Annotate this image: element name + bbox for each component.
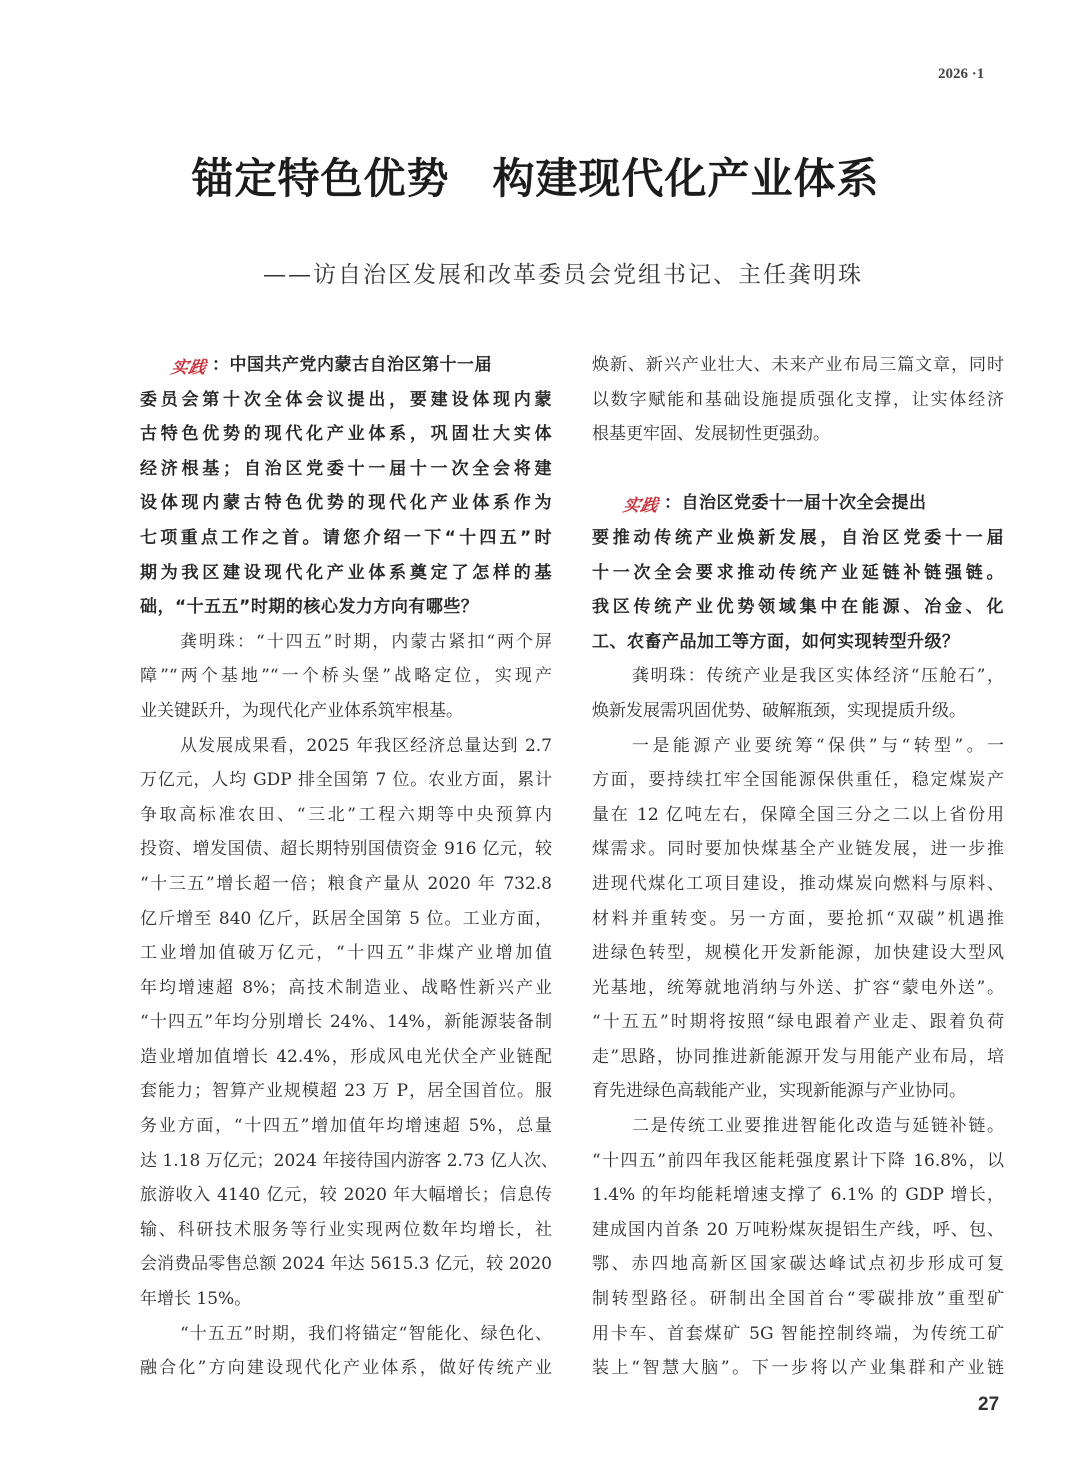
answer-line: 年增长 15%。	[140, 1289, 252, 1310]
issue-number: 2026 ·1	[938, 66, 985, 82]
answer-line: “十三五”增长超一倍；粮食产量从 2020 年 732.8	[140, 873, 552, 894]
answer-line: 亿斤增至 840 亿斤，跃居全国第 5 位。工业方面，	[140, 908, 552, 929]
answer-line: “十五五”时期，我们将锚定“智能化、绿色化、	[180, 1323, 552, 1344]
answer-line: 量在 12 亿吨左右，保障全国三分之二以上省份用	[592, 804, 1004, 825]
question-line: 础，“十五五”时期的核心发力方向有哪些？	[140, 597, 479, 618]
question-line: 设体现内蒙古特色优势的现代化产业体系作为	[140, 493, 552, 514]
answer-line: 输、科研技术服务等行业实现两位数年均增长，社	[140, 1219, 552, 1240]
question-line: 期为我区建设现代化产业体系奠定了怎样的基	[140, 562, 552, 583]
answer-line: 投资、增发国债、超长期特别国债资金 916 亿元，较	[140, 839, 552, 860]
question-line: 我区传统产业优势领域集中在能源、冶金、化	[592, 597, 1004, 618]
answer-line: “十四五”前四年我区能耗强度累计下降 16.8%，以	[592, 1150, 1004, 1171]
answer-line: 万亿元，人均 GDP 排全国第 7 位。农业方面，累计	[140, 770, 552, 791]
answer-line: 焕新发展需巩固优势、破解瓶颈，实现提质升级。	[592, 700, 966, 721]
answer-line: 以数字赋能和基础设施提质强化支撑，让实体经济	[592, 389, 1004, 410]
question-text: ：自治区党委十一届十次全会提出	[664, 493, 927, 514]
left-column	[140, 348, 558, 1386]
answer-line: 业关键跃升，为现代化产业体系筑牢根基。	[140, 700, 463, 721]
question-line: 七项重点工作之首。请您介绍一下“十四五”时	[140, 527, 552, 548]
question-line: 工、农畜产品加工等方面，如何实现转型升级？	[592, 631, 960, 652]
answer-line: 龚明珠：“十四五”时期，内蒙古紧扣“两个屏	[180, 631, 552, 652]
answer-line: 年均增速超 8%；高技术制造业、战略性新兴产业	[140, 977, 552, 998]
answer-line: 用卡车、首套煤矿 5G 智能控制终端，为传统工矿	[592, 1323, 1004, 1344]
svg-text:实践: 实践	[169, 358, 208, 378]
answer-line: 进现代煤化工项目建设，推动煤炭向燃料与原料、	[592, 873, 1004, 894]
answer-line: 光基地，统筹就地消纳与外送、扩容“蒙电外送”。	[592, 977, 1004, 998]
shijian-logo-icon	[169, 352, 210, 378]
answer-line: 装上“智慧大脑”。下一步将以产业集群和产业链	[592, 1358, 1004, 1379]
question-line: 要推动传统产业焕新发展，自治区党委十一届	[592, 527, 1004, 548]
article-subtitle: ——访自治区发展和改革委员会党组书记、主任龚明珠	[263, 262, 863, 288]
answer-line: 会消费品零售总额 2024 年达 5615.3 亿元，较 2020	[140, 1254, 552, 1275]
page-number: 27	[978, 1394, 1000, 1415]
answer-line: 鄂、赤四地高新区国家碳达峰试点初步形成可复	[592, 1254, 1004, 1275]
answer-line: “十五五”时期将按照“绿电跟着产业走、跟着负荷	[592, 1012, 1004, 1033]
question-line: 古特色优势的现代化产业体系，巩固壮大实体	[140, 424, 552, 445]
answer-line: 争取高标准农田、“三北”工程六期等中央预算内	[140, 804, 552, 825]
answer-line: 达 1.18 万亿元；2024 年接待国内游客 2.73 亿人次、	[140, 1150, 558, 1171]
answer-line: 旅游收入 4140 亿元，较 2020 年大幅增长；信息传	[140, 1185, 552, 1206]
answer-line: 二是传统工业要推进智能化改造与延链补链。	[632, 1116, 1004, 1137]
answer-line: 一是能源产业要统筹“保供”与“转型”。一	[632, 735, 1004, 756]
question-line	[140, 348, 552, 383]
question-line: 委员会第十次全体会议提出，要建设体现内蒙	[140, 389, 552, 410]
answer-line: 障”“两个基地”“一个桥头堡”战略定位，实现产	[140, 666, 552, 687]
question-line: 经济根基；自治区党委十一届十一次全会将建	[140, 458, 552, 479]
answer-line: 套能力；智算产业规模超 23 万 P，居全国首位。服	[140, 1081, 552, 1102]
answer-line: 进绿色转型，规模化开发新能源，加快建设大型风	[592, 943, 1004, 964]
answer-line: 龚明珠：传统产业是我区实体经济“压舱石”，	[632, 666, 1004, 687]
answer-line: 煤需求。同时要加快煤基全产业链发展，进一步推	[592, 839, 1004, 860]
question-line	[592, 486, 1004, 521]
answer-line: 造业增加值增长 42.4%，形成风电光伏全产业链配	[140, 1046, 552, 1067]
answer-line: 建成国内首条 20 万吨粉煤灰提铝生产线，呼、包、	[592, 1219, 1004, 1240]
answer-line: “十四五”年均分别增长 24%、14%，新能源装备制	[140, 1012, 552, 1033]
shijian-logo-icon	[621, 490, 662, 517]
answer-line: 走”思路，协同推进新能源开发与用能产业布局，培	[592, 1046, 1004, 1067]
answer-line: 焕新、新兴产业壮大、未来产业布局三篇文章，同时	[592, 355, 1004, 375]
answer-line: 制转型路径。研制出全国首台“零碳排放”重型矿	[592, 1289, 1004, 1310]
answer-line: 材料并重转变。另一方面，要抢抓“双碳”机遇推	[592, 908, 1004, 929]
svg-text:实践: 实践	[621, 496, 660, 517]
answer-line: 务业方面，“十四五”增加值年均增速超 5%，总量	[140, 1116, 552, 1137]
paragraph-gap	[592, 452, 1004, 487]
question-text: ：中国共产党内蒙古自治区第十一届	[212, 355, 492, 375]
answer-line: 育先进绿色高载能产业，实现新能源与产业协同。	[592, 1081, 966, 1102]
article-title: 锚定特色优势 构建现代化产业体系	[191, 154, 880, 203]
answer-line: 从发展成果看，2025 年我区经济总量达到 2.7	[180, 735, 552, 756]
answer-line: 融合化”方向建设现代化产业体系，做好传统产业	[140, 1358, 552, 1379]
answer-line: 方面，要持续扛牢全国能源保供重任，稳定煤炭产	[592, 770, 1004, 791]
answer-line: 工业增加值破万亿元，“十四五”非煤产业增加值	[140, 943, 552, 964]
right-column	[592, 348, 1004, 1386]
question-line: 十一次全会要求推动传统产业延链补链强链。	[592, 562, 1004, 583]
answer-line: 根基更牢固、发展韧性更强劲。	[592, 424, 830, 445]
answer-line: 1.4% 的年均能耗增速支撑了 6.1% 的 GDP 增长，	[592, 1185, 1004, 1206]
